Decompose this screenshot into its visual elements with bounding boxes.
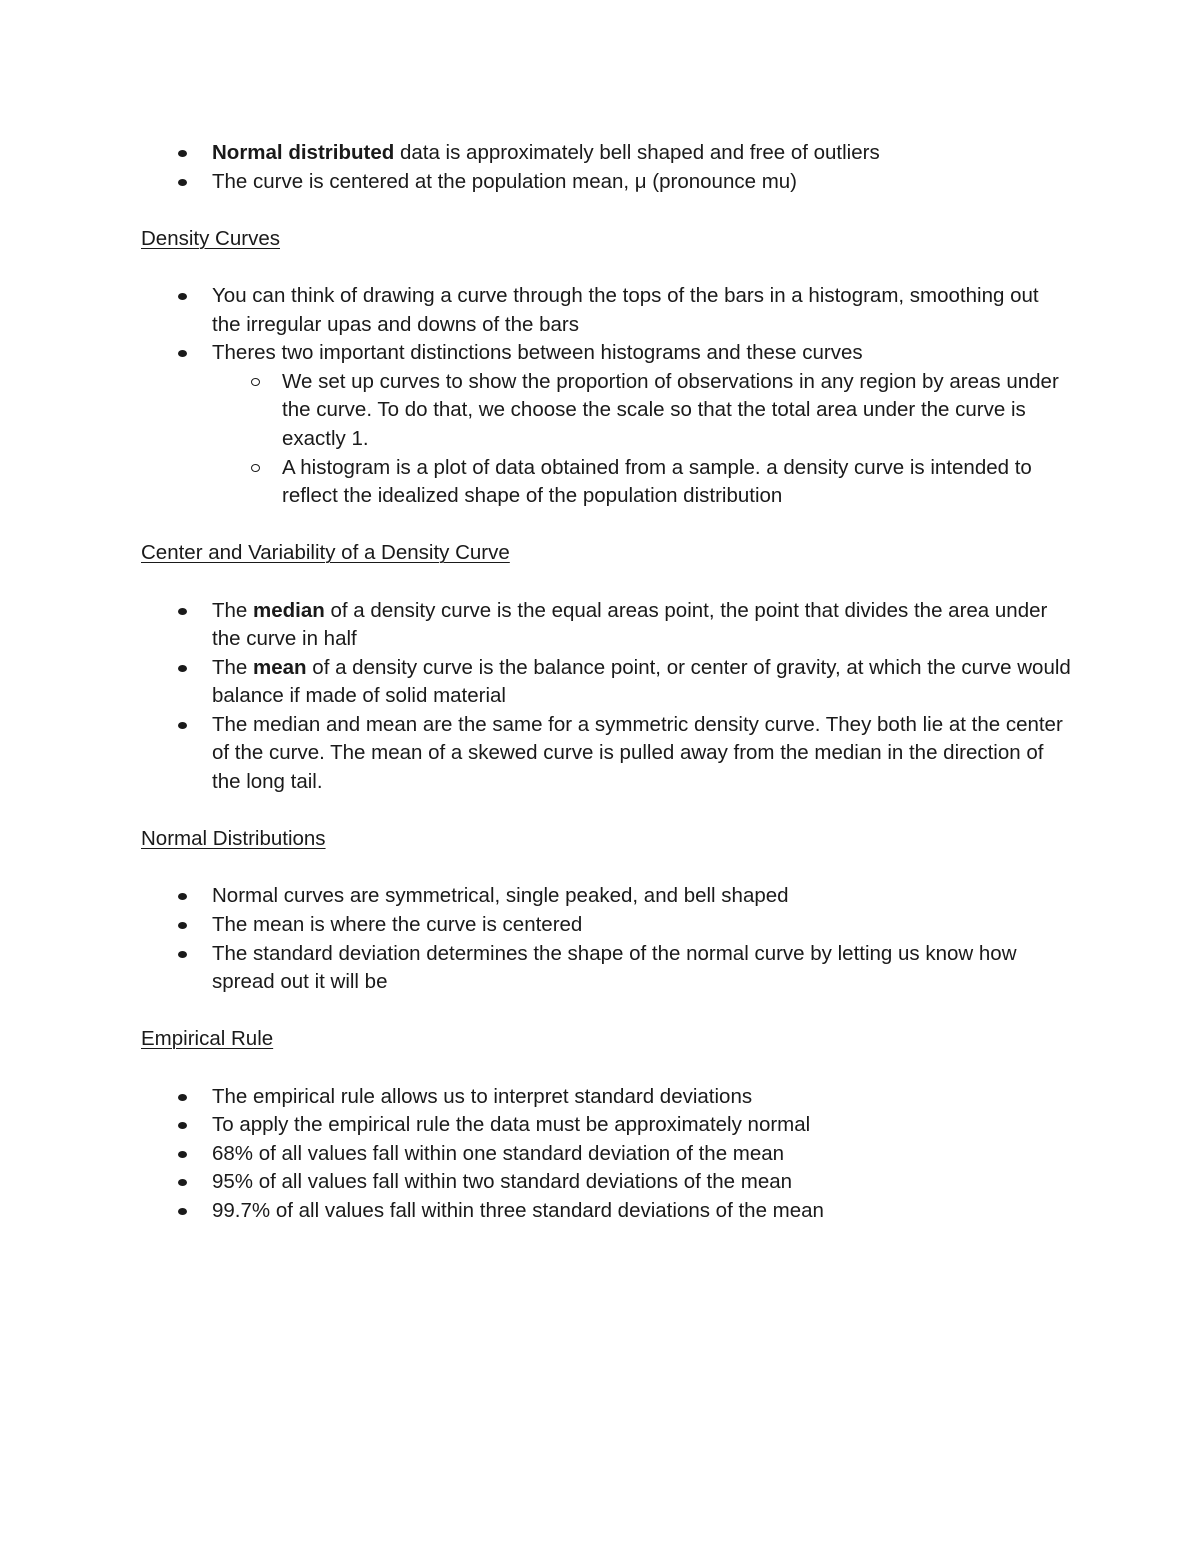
section-heading-normal-distributions: Normal Distributions bbox=[141, 827, 326, 851]
list-item bbox=[141, 139, 1071, 168]
item-text: 95% of all values fall within two standard deviations of the mean bbox=[212, 1170, 793, 1194]
bold-term: median bbox=[253, 598, 325, 622]
item-text: The median and mean are the same for a symmetric density curve. They both lie at the center of the curve. The mean of a skewed curve is pulled away from the median in the direction of the long tail. bbox=[212, 712, 1063, 794]
intro-list bbox=[141, 139, 1071, 196]
bullet-icon bbox=[178, 350, 187, 357]
item-text: Theres two important distinctions between histograms and these curves bbox=[212, 341, 863, 365]
item-text: To apply the empirical rule the data must be approximately normal bbox=[212, 1113, 811, 1137]
list-item bbox=[141, 1111, 1071, 1140]
item-text: 68% of all values fall within one standard deviation of the mean bbox=[212, 1141, 785, 1165]
bullet-icon bbox=[178, 893, 187, 900]
list-item bbox=[141, 1140, 1071, 1169]
bold-term: mean bbox=[253, 655, 307, 679]
list-item bbox=[141, 911, 1071, 940]
sub-list-item bbox=[212, 368, 1071, 454]
bullet-icon bbox=[178, 1151, 187, 1158]
item-text: We set up curves to show the proportion of observations in any region by areas under the curve. To do that, we choose the scale so that the total area under the curve is exactly 1. bbox=[282, 369, 1059, 450]
list-item bbox=[141, 882, 1071, 911]
list-item bbox=[141, 711, 1071, 797]
center-list bbox=[141, 597, 1071, 797]
section-heading-empirical-rule: Empirical Rule bbox=[141, 1027, 274, 1051]
bullet-icon bbox=[178, 922, 187, 929]
item-text: A histogram is a plot of data obtained from a sample. a density curve is intended to reflect the idealized shape of the population distribution bbox=[282, 455, 1032, 508]
item-text: Normal curves are symmetrical, single peaked, and bell shaped bbox=[212, 884, 789, 908]
item-text: The standard deviation determines the shape of the normal curve by letting us know how spread out it will be bbox=[212, 941, 1017, 994]
section-heading-center-variability: Center and Variability of a Density Curve bbox=[141, 541, 510, 565]
empirical-list bbox=[141, 1083, 1071, 1226]
list-item bbox=[141, 654, 1071, 711]
sub-list-item bbox=[212, 454, 1071, 511]
bullet-icon bbox=[178, 1179, 187, 1186]
bold-term: Normal distributed bbox=[212, 141, 395, 164]
bullet-icon bbox=[178, 722, 187, 729]
item-text: The empirical rule allows us to interpret standard deviations bbox=[212, 1084, 753, 1108]
item-text: You can think of drawing a curve through the tops of the bars in a histogram, smoothing out the irregular upas and downs of the bars bbox=[212, 283, 1039, 336]
bullet-icon bbox=[178, 665, 187, 672]
section-heading-density-curves: Density Curves bbox=[141, 226, 280, 250]
item-text-post: of a density curve is the equal areas point, the point that divides the area under the curve in half bbox=[212, 598, 1048, 651]
bullet-icon bbox=[178, 608, 187, 615]
bullet-icon bbox=[178, 1094, 187, 1101]
list-item bbox=[141, 597, 1071, 654]
item-text-pre: The bbox=[212, 598, 254, 622]
item-text-pre: The bbox=[212, 655, 254, 679]
list-item bbox=[141, 282, 1071, 339]
list-item bbox=[141, 940, 1071, 997]
bullet-icon bbox=[178, 951, 187, 958]
list-item bbox=[141, 1197, 1071, 1226]
sub-list bbox=[212, 368, 1071, 511]
bullet-icon bbox=[178, 293, 187, 300]
normal-list bbox=[141, 882, 1071, 996]
list-item bbox=[141, 168, 1071, 197]
document-page bbox=[141, 139, 1071, 1226]
item-text: The curve is centered at the population mean, μ (pronounce mu) bbox=[212, 169, 798, 193]
list-item bbox=[141, 1083, 1071, 1112]
bullet-icon bbox=[178, 1122, 187, 1129]
list-item bbox=[141, 339, 1071, 511]
bullet-icon bbox=[178, 1208, 187, 1215]
item-text-post: of a density curve is the balance point, or center of gravity, at which the curve would balance if made of solid material bbox=[212, 655, 1071, 708]
hollow-bullet-icon bbox=[251, 464, 260, 472]
bullet-icon bbox=[178, 179, 187, 186]
item-text: 99.7% of all values fall within three standard deviations of the mean bbox=[212, 1198, 824, 1222]
density-list bbox=[141, 282, 1071, 511]
bullet-icon bbox=[178, 150, 187, 157]
hollow-bullet-icon bbox=[251, 378, 260, 386]
item-text: data is approximately bell shaped and free of outliers bbox=[394, 141, 880, 164]
item-text: The mean is where the curve is centered bbox=[212, 913, 583, 937]
list-item bbox=[141, 1168, 1071, 1197]
